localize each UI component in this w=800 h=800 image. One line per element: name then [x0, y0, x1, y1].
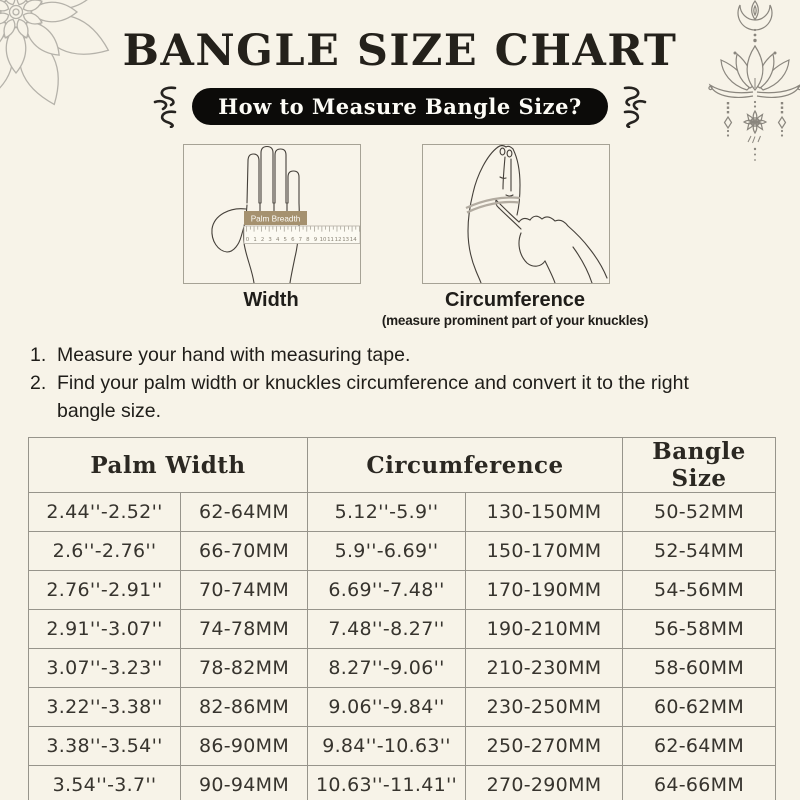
- table-cell: 58-60MM: [623, 649, 776, 688]
- svg-text:13: 13: [342, 237, 350, 243]
- svg-text:10: 10: [319, 237, 327, 243]
- table-cell: 62-64MM: [181, 493, 308, 532]
- svg-text:12: 12: [334, 237, 342, 243]
- table-cell: 60-62MM: [623, 688, 776, 727]
- palm-width-illustration: [183, 144, 361, 284]
- how-to-measure-row: [0, 84, 800, 128]
- circumference-note: (measure prominent part of your knuckles): [381, 313, 649, 328]
- page-title: BANGLE SIZE CHART: [122, 26, 678, 76]
- svg-text:5: 5: [283, 237, 287, 243]
- table-cell: 8.27''-9.06'': [308, 649, 466, 688]
- instruction-step-2: [30, 369, 775, 425]
- table-header-row: [29, 438, 776, 493]
- svg-text:3: 3: [268, 237, 272, 243]
- table-cell: 64-66MM: [623, 766, 776, 800]
- table-cell: 50-52MM: [623, 493, 776, 532]
- table-cell: 54-56MM: [623, 571, 776, 610]
- table-cell: 52-54MM: [623, 532, 776, 571]
- table-cell: 74-78MM: [181, 610, 308, 649]
- svg-text:11: 11: [327, 237, 334, 243]
- table-row: [29, 766, 776, 800]
- table-cell: 9.06''-9.84'': [308, 688, 466, 727]
- table-cell: 56-58MM: [623, 610, 776, 649]
- table-cell: 3.54''-3.7'': [29, 766, 181, 800]
- table-cell: 66-70MM: [181, 532, 308, 571]
- table-cell: 9.84''-10.63'': [308, 727, 466, 766]
- table-row: [29, 610, 776, 649]
- hand-ruler-drawing: [184, 145, 360, 283]
- table-cell: 2.76''-2.91'': [29, 571, 181, 610]
- svg-text:0: 0: [245, 237, 250, 243]
- table-header-palm-width: Palm Width: [29, 438, 308, 493]
- table-row: [29, 688, 776, 727]
- instruction-step-1: [30, 341, 775, 369]
- svg-text:2: 2: [260, 237, 265, 243]
- table-cell: 2.6''-2.76'': [29, 532, 181, 571]
- table-cell: 10.63''-11.41'': [308, 766, 466, 800]
- table-row: [29, 649, 776, 688]
- flourish-right-icon: [620, 84, 650, 128]
- table-cell: 6.69''-7.48'': [308, 571, 466, 610]
- table-cell: 5.12''-5.9'': [308, 493, 466, 532]
- table-cell: 62-64MM: [623, 727, 776, 766]
- table-cell: 2.44''-2.52'': [29, 493, 181, 532]
- instructions-list: [30, 341, 775, 425]
- table-cell: 3.07''-3.23'': [29, 649, 181, 688]
- table-cell: 78-82MM: [181, 649, 308, 688]
- svg-text:4: 4: [275, 237, 280, 243]
- table-header-bangle-size: Bangle Size: [623, 438, 776, 493]
- step-text: Measure your hand with measuring tape.: [57, 344, 411, 366]
- circumference-caption: Circumference: [444, 289, 586, 311]
- table-cell: 170-190MM: [466, 571, 623, 610]
- svg-text:7: 7: [298, 237, 303, 243]
- table-cell: 270-290MM: [466, 766, 623, 800]
- table-cell: 150-170MM: [466, 532, 623, 571]
- table-row: [29, 727, 776, 766]
- svg-text:14: 14: [349, 237, 357, 243]
- table-cell: 5.9''-6.69'': [308, 532, 466, 571]
- table-cell: 2.91''-3.07'': [29, 610, 181, 649]
- circumference-caption-block: [359, 289, 671, 328]
- table-cell: 3.22''-3.38'': [29, 688, 181, 727]
- table-cell: 210-230MM: [466, 649, 623, 688]
- table-cell: 3.38''-3.54'': [29, 727, 181, 766]
- svg-text:9: 9: [313, 237, 318, 243]
- table-header-circumference: Circumference: [308, 438, 623, 493]
- table-cell: 230-250MM: [466, 688, 623, 727]
- step-number: 1.: [30, 344, 47, 366]
- table-cell: 70-74MM: [181, 571, 308, 610]
- table-cell: 130-150MM: [466, 493, 623, 532]
- knuckle-measure-drawing: [423, 145, 609, 283]
- svg-text:1: 1: [253, 237, 257, 243]
- how-to-measure-badge: How to Measure Bangle Size?: [192, 88, 608, 125]
- table-cell: 250-270MM: [466, 727, 623, 766]
- step-number: 2.: [30, 372, 47, 394]
- width-caption: Width: [243, 289, 299, 311]
- flourish-left-icon: [150, 84, 180, 128]
- palm-breadth-label: Palm Breadth: [250, 214, 301, 224]
- table-cell: 190-210MM: [466, 610, 623, 649]
- table-row: [29, 532, 776, 571]
- table-row: [29, 571, 776, 610]
- table-cell: 82-86MM: [181, 688, 308, 727]
- circumference-illustration: [422, 144, 610, 284]
- step-text: Find your palm width or knuckles circumference and convert it to the right bangle size.: [57, 372, 689, 422]
- svg-text:6: 6: [291, 237, 295, 243]
- svg-text:8: 8: [306, 237, 310, 243]
- table-cell: 90-94MM: [181, 766, 308, 800]
- table-row: [29, 493, 776, 532]
- table-cell: 7.48''-8.27'': [308, 610, 466, 649]
- table-cell: 86-90MM: [181, 727, 308, 766]
- size-chart-table: [28, 437, 776, 800]
